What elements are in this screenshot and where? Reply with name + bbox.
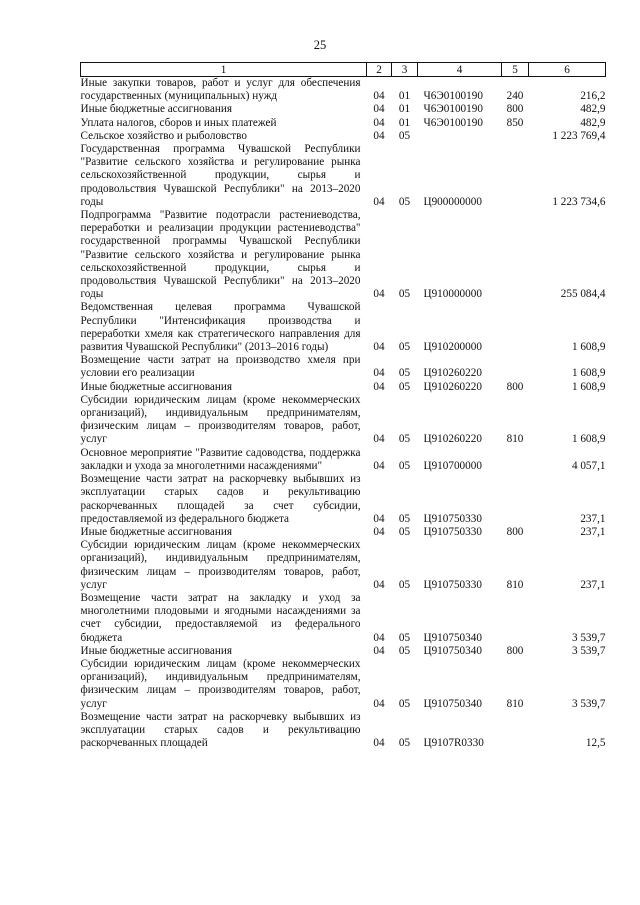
row-expense-type: 800 [506, 103, 524, 116]
row-name: Уплата налогов, сборов и иных платежей [80, 116, 277, 129]
header-col-6: 6 [529, 63, 606, 77]
table-row [81, 447, 606, 473]
row-section: 04 [373, 195, 385, 208]
row-subsection: 05 [398, 631, 411, 644]
row-section: 04 [373, 512, 385, 525]
table-body [81, 77, 606, 751]
table-row [81, 103, 606, 116]
row-name: Возмещение части затрат на закладку и уход за многолетними плодовыми и ягодными насаждениями за счет субсидии, предоставляемой из федерального бюджета [80, 591, 361, 644]
row-section: 04 [373, 737, 385, 750]
row-expense-type: 240 [506, 90, 524, 103]
row-name: Иные бюджетные ассигнования [80, 644, 232, 657]
row-target-article: Ч6Э0100190 [423, 103, 483, 116]
row-target-article: Ц910260220 [423, 433, 482, 446]
table-row [81, 117, 606, 130]
page-number: 25 [313, 38, 327, 52]
row-amount: 255 084,4 [560, 288, 606, 301]
row-section: 04 [373, 367, 385, 380]
row-target-article: Ц9107R0330 [423, 737, 484, 750]
table-row [81, 209, 606, 301]
row-section: 04 [373, 103, 385, 116]
row-amount: 1 608,9 [571, 367, 606, 380]
table-row [81, 77, 606, 104]
row-subsection: 05 [398, 195, 411, 208]
row-name: Субсидии юридическим лицам (кроме некоммерческих организаций), индивидуальным предпринимателям, физическим лицам – производителям товаров, работ, услуг [80, 393, 361, 446]
table-row [81, 473, 606, 526]
row-expense-type [502, 711, 529, 751]
row-section: 04 [373, 459, 385, 472]
row-subsection: 05 [398, 288, 411, 301]
row-name: Возмещение части затрат на раскорчевку выбывших из эксплуатации старых садов и рекультивацию раскорчеванных площадей за счет субсидии, предоставляемой из федерального бюджета [80, 473, 361, 525]
row-amount: 1 608,9 [571, 341, 606, 354]
row-subsection: 05 [398, 341, 411, 354]
row-expense-type: 810 [506, 697, 524, 710]
header-row [81, 63, 606, 77]
header-col-5: 5 [502, 63, 529, 77]
header-col-3: 3 [392, 63, 418, 77]
table-row [81, 526, 606, 539]
row-section: 04 [373, 341, 385, 354]
row-name: Субсидии юридическим лицам (кроме некоммерческих организаций), индивидуальным предпринимателям, физическим лицам – производителям товаров, работ, услуг [80, 657, 361, 710]
row-target-article: Ц910750330 [423, 512, 482, 525]
row-section: 04 [373, 288, 385, 301]
row-name: Возмещение части затрат на раскорчевку выбывших из эксплуатации старых садов и рекультивацию раскорчеванных площадей [80, 710, 361, 750]
row-amount: 1 223 734,6 [552, 195, 606, 208]
row-expense-type [502, 130, 529, 143]
row-expense-type: 810 [506, 578, 524, 591]
table-row [81, 130, 606, 143]
row-subsection: 05 [398, 737, 411, 750]
row-name: Ведомственная целевая программа Чувашской Республики "Интенсификация производства и переработки хмеля как стратегического направления для развития Чувашской Республики" (2013–2016 годы) [80, 301, 361, 354]
row-expense-type [502, 143, 529, 209]
row-section: 04 [373, 116, 385, 129]
row-subsection: 01 [398, 116, 411, 129]
row-subsection: 05 [398, 578, 411, 591]
row-subsection: 05 [398, 697, 411, 710]
row-section: 04 [373, 578, 385, 591]
table-row [81, 394, 606, 447]
budget-table [80, 62, 606, 750]
header-col-1: 1 [81, 63, 367, 77]
row-expense-type [502, 592, 529, 645]
row-amount: 482,9 [580, 103, 606, 116]
row-amount: 1 223 769,4 [552, 129, 606, 142]
row-target-article [418, 130, 502, 143]
row-target-article: Ц910750340 [423, 644, 482, 657]
row-expense-type: 810 [506, 433, 524, 446]
row-subsection: 05 [398, 512, 411, 525]
row-section: 04 [373, 380, 385, 393]
row-expense-type: 800 [506, 380, 524, 393]
row-subsection: 05 [398, 525, 411, 538]
table-row [81, 592, 606, 645]
row-expense-type [502, 301, 529, 354]
row-amount: 1 608,9 [571, 433, 606, 446]
row-expense-type: 800 [506, 644, 524, 657]
row-section: 04 [373, 697, 385, 710]
row-amount: 12,5 [585, 737, 606, 750]
row-target-article: Ц910260220 [423, 380, 482, 393]
row-name: Иные бюджетные ассигнования [80, 380, 232, 393]
row-section: 04 [373, 433, 385, 446]
header-col-2: 2 [367, 63, 392, 77]
table-row [81, 381, 606, 394]
row-name: Иные закупки товаров, работ и услуг для обеспечения государственных (муниципальных) нужд [80, 77, 361, 103]
row-subsection: 05 [398, 129, 411, 142]
row-target-article: Ц910700000 [423, 459, 482, 472]
row-expense-type [502, 354, 529, 380]
row-name: Иные бюджетные ассигнования [80, 525, 232, 538]
row-target-article: Ц910000000 [423, 288, 482, 301]
row-target-article: Ц910750340 [423, 697, 482, 710]
row-amount: 237,1 [580, 578, 606, 591]
row-target-article: Ц910200000 [423, 341, 482, 354]
table-row [81, 301, 606, 354]
row-subsection: 05 [398, 367, 411, 380]
row-expense-type [502, 447, 529, 473]
row-name: Возмещение части затрат на производство хмеля при условии его реализации [80, 354, 361, 380]
row-name: Сельское хозяйство и рыболовство [80, 129, 247, 142]
table-row [81, 539, 606, 592]
row-amount: 237,1 [580, 525, 606, 538]
table-row [81, 354, 606, 380]
row-subsection: 05 [398, 433, 411, 446]
row-section: 04 [373, 525, 385, 538]
row-section: 04 [373, 90, 385, 103]
row-section: 04 [373, 129, 385, 142]
row-amount: 4 057,1 [571, 459, 606, 472]
row-section: 04 [373, 631, 385, 644]
header-col-4: 4 [418, 63, 502, 77]
row-subsection: 05 [398, 380, 411, 393]
row-amount: 1 608,9 [571, 380, 606, 393]
row-name: Субсидии юридическим лицам (кроме некоммерческих организаций), индивидуальным предпринимателям, физическим лицам – производителям товаров, работ, услуг [80, 539, 361, 591]
row-target-article: Ц900000000 [423, 195, 482, 208]
row-amount: 216,2 [580, 90, 606, 103]
row-target-article: Ц910750330 [423, 578, 482, 591]
row-target-article: Ц910750330 [423, 525, 482, 538]
row-subsection: 01 [398, 103, 411, 116]
row-name: Основное мероприятие "Развитие садоводства, поддержка закладки и ухода за многолетними насаждениями" [80, 446, 361, 472]
row-name: Подпрограмма "Развитие подотрасли растениеводства, переработки и реализации продукции растениеводства" государственной программы Чувашской Республики "Развитие сельского хозяйства и регулирование рынка сельскохозяйственной продукции, сырья и продовольствия Чувашской Республики" на 2013–2020 годы [80, 209, 361, 301]
row-subsection: 05 [398, 644, 411, 657]
row-expense-type [502, 209, 529, 301]
row-name: Государственная программа Чувашской Республики "Развитие сельского хозяйства и регулирование рынка сельскохозяйственной продукции, сырья и продовольствия Чувашской Республики" на 2013–2020 годы [80, 143, 361, 208]
row-target-article: Ч6Э0100190 [423, 116, 483, 129]
row-expense-type: 850 [506, 116, 524, 129]
table-row [81, 658, 606, 711]
row-amount: 482,9 [580, 116, 606, 129]
table-row [81, 711, 606, 751]
table-row [81, 143, 606, 209]
row-target-article: Ц910260220 [423, 367, 482, 380]
row-name: Иные бюджетные ассигнования [80, 103, 232, 116]
table-header [81, 63, 606, 77]
row-amount: 3 539,7 [571, 644, 606, 657]
row-amount: 237,1 [580, 512, 606, 525]
row-expense-type: 800 [506, 525, 524, 538]
row-section: 04 [373, 644, 385, 657]
row-target-article: Ц910750340 [423, 631, 482, 644]
row-amount: 3 539,7 [571, 697, 606, 710]
row-expense-type [502, 473, 529, 526]
table-row [81, 645, 606, 658]
row-amount: 3 539,7 [571, 631, 606, 644]
row-subsection: 05 [398, 459, 411, 472]
row-target-article: Ч6Э0100190 [423, 90, 483, 103]
row-subsection: 01 [398, 90, 411, 103]
